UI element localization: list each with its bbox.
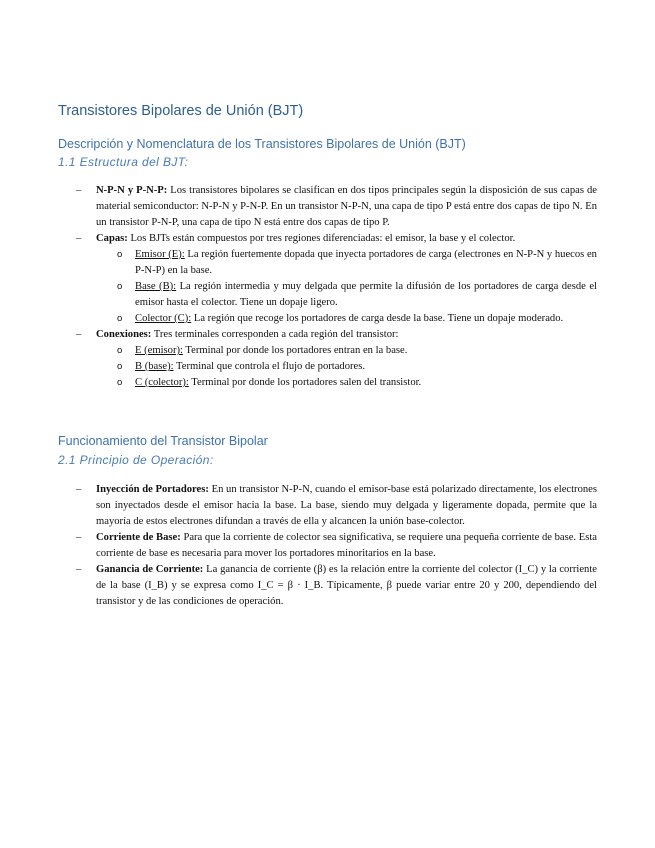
item-term: Inyección de Portadores: <box>96 484 209 495</box>
section1-heading: Descripción y Nomenclatura de los Transistores Bipolares de Unión (BJT) <box>58 137 466 151</box>
list-item <box>96 183 597 231</box>
item-term: Conexiones: <box>96 329 152 340</box>
subitem-text: La región fuertemente dopada que inyecta portadores de carga (electrones en N-P-N y huecos en P-N-P) en la base. <box>135 249 597 276</box>
sublist-item <box>135 359 597 375</box>
item-term: N-P-N y P-N-P: <box>96 185 168 196</box>
item-text: La ganancia de corriente (β) es la relación entre la corriente del colector (I_C) y la corriente de la base (I_B) y se expresa como I_C = β · I_B. Típicamente, β puede variar entre 20 y 200, dependiendo del transistor y de las condiciones de operación. <box>96 564 597 607</box>
sublist <box>96 343 597 391</box>
subitem-text: Terminal por donde los portadores salen del transistor. <box>191 377 422 388</box>
item-text: Tres terminales corresponden a cada región del transistor: <box>153 329 399 340</box>
subitem-term: Emisor (E): <box>135 249 185 260</box>
section1-subheading: 1.1 Estructura del BJT: <box>58 155 189 169</box>
document-title: Transistores Bipolares de Unión (BJT) <box>58 103 304 119</box>
sublist-item <box>135 311 597 327</box>
subitem-term: Colector (C): <box>135 313 192 324</box>
subitem-term: E (emisor): <box>135 345 183 356</box>
item-text: Los BJTs están compuestos por tres regiones diferenciadas: el emisor, la base y el colector. <box>130 233 516 244</box>
subitem-term: C (colector): <box>135 377 189 388</box>
subitem-term: B (base): <box>135 361 174 372</box>
subitem-text: Terminal que controla el flujo de portadores. <box>176 361 366 372</box>
list-item <box>96 562 597 610</box>
item-term: Corriente de Base: <box>96 532 181 543</box>
subitem-text: Terminal por donde los portadores entran en la base. <box>185 345 408 356</box>
item-text: Para que la corriente de colector sea significativa, se requiere una pequeña corriente de base. Esta corriente de base es necesaria para mover los portadores minoritarios en la base. <box>96 532 597 559</box>
item-text: Los transistores bipolares se clasifican en dos tipos principales según la disposición de sus capas de material semiconductor: N-P-N y P-N-P. En un transistor N-P-N, una capa de tipo P está entre dos capas de tipo N. En un transistor P-N-P, una capa de tipo N está entre dos capas de tipo P. <box>96 185 597 228</box>
section2-subheading: 2.1 Principio de Operación: <box>58 453 214 467</box>
sublist-item <box>135 375 597 391</box>
item-text: En un transistor N-P-N, cuando el emisor-base está polarizado directamente, los electrones son inyectados desde el emisor hacia la base. La base, siendo muy delgada y ligeramente dopada, permite que la mayoría de estos electrones difundan a través de ella y alcancen la unión base-colector. <box>96 484 597 527</box>
list-item <box>96 530 597 562</box>
section2-list <box>96 482 597 610</box>
subitem-text: La región que recoge los portadores de carga desde la base. Tiene un dopaje moderado. <box>193 313 564 324</box>
subitem-text: La región intermedia y muy delgada que permite la difusión de los portadores de carga desde el emisor hasta el colector. Tiene un dopaje ligero. <box>135 281 597 308</box>
subitem-term: Base (B): <box>135 281 177 292</box>
list-item <box>96 327 597 391</box>
sublist-item <box>135 279 597 311</box>
item-term: Capas: <box>96 233 128 244</box>
sublist-item <box>135 343 597 359</box>
sublist-item <box>135 247 597 279</box>
section2-heading: Funcionamiento del Transistor Bipolar <box>58 434 268 448</box>
sublist <box>96 247 597 327</box>
item-term: Ganancia de Corriente: <box>96 564 204 575</box>
list-item <box>96 231 597 327</box>
section1-list <box>96 183 597 391</box>
list-item <box>96 482 597 530</box>
